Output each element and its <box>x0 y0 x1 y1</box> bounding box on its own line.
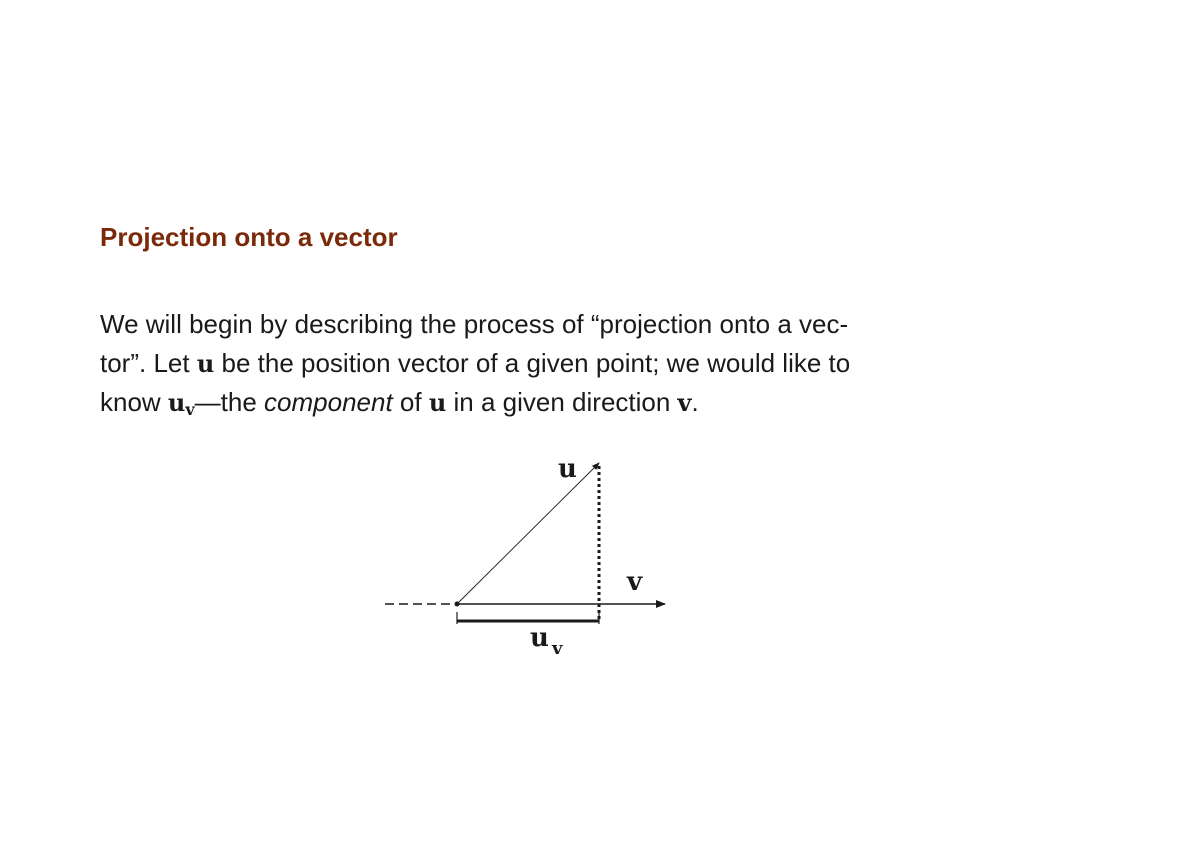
label-u: u <box>558 454 577 484</box>
line3-mid: of <box>392 387 429 417</box>
line2-pre: tor”. Let <box>100 348 197 378</box>
vector-u-v-base: u <box>167 388 186 417</box>
emphasis-component: component <box>264 387 393 417</box>
line2-post: be the position vector of a given point; we would like to <box>214 348 851 378</box>
line3-mid2: in a given direction <box>446 387 678 417</box>
vector-u-line <box>457 463 599 604</box>
label-v: v <box>627 567 643 597</box>
line3-end: . <box>691 387 699 417</box>
vector-u: u <box>196 349 215 378</box>
label-u-v: u <box>530 623 549 653</box>
paragraph-line-1: We will begin by describing the process of “projection onto a vec- <box>100 309 849 339</box>
line3-pre: know <box>100 387 168 417</box>
line3-dash: —the <box>194 387 265 417</box>
body-paragraph <box>100 305 980 422</box>
vector-v: v <box>677 388 692 417</box>
projection-diagram-svg <box>370 440 690 670</box>
paragraph-line-3 <box>100 383 980 422</box>
vector-u-2: u <box>428 388 447 417</box>
slide-title: Projection onto a vector <box>100 222 398 252</box>
vector-u-v-subscript: v <box>185 400 195 419</box>
label-u-v-subscript: v <box>552 638 563 659</box>
paragraph-line-2 <box>100 344 980 383</box>
vector-u-v <box>168 388 195 417</box>
projection-diagram <box>370 440 690 670</box>
